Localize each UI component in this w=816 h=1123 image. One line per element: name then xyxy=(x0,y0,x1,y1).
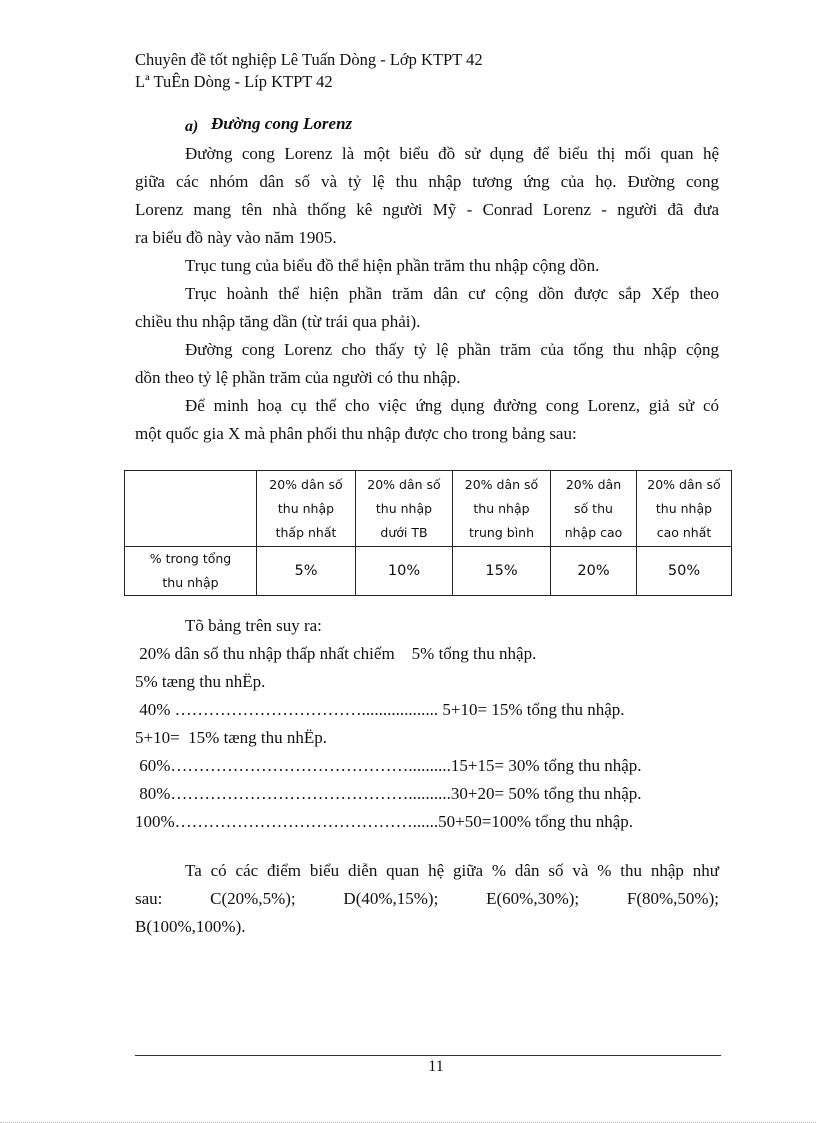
footer-rule xyxy=(135,1055,721,1056)
derivation-line: 60%……………………………………..........15+15= 30% tổng thu nhập. xyxy=(135,756,642,775)
derivation-line: 40% …………………………….................. 5+10= 15% tổng thu nhập. xyxy=(135,700,625,719)
paragraph-line: Trục hoành thể hiện phần trăm dân cư cộng dồn được sắp Xếp theo xyxy=(185,284,719,303)
point-b: B(100%,100%). xyxy=(135,917,246,936)
running-header-garbled: Lª TuÊn Dòng - Líp KTPT 42 xyxy=(135,72,333,91)
conclusion-points xyxy=(135,889,719,909)
paragraph-line: dồn theo tỷ lệ phần trăm của người có thu nhập. xyxy=(135,368,461,387)
table-corner-cell xyxy=(125,471,257,547)
derivation-line: 100%……………………………………......50+50=100% tổng thu nhập. xyxy=(135,812,633,831)
table-cell: 10% xyxy=(356,547,453,596)
point-c: C(20%,5%); xyxy=(210,889,296,908)
paragraph-line: Trục tung của biểu đồ thể hiện phần trăm thu nhập cộng dồn. xyxy=(185,256,600,275)
paragraph-line: ra biểu đồ này vào năm 1905. xyxy=(135,228,337,247)
paragraph-line: giữa các nhóm dân số và tỷ lệ thu nhập tương ứng của họ. Đường cong xyxy=(135,172,719,191)
running-header: Chuyên đề tốt nghiệp Lê Tuấn Dòng - Lớp KTPT 42 xyxy=(135,50,483,69)
table-cell: 20% xyxy=(551,547,637,596)
paragraph-line: Để minh hoạ cụ thể cho việc ứng dụng đường cong Lorenz, giả sử có xyxy=(185,396,719,415)
point-e: E(60%,30%); xyxy=(486,889,580,908)
table-cell: 5% xyxy=(257,547,356,596)
table-header-cell: 20% dân số thu nhập cao xyxy=(551,471,637,547)
section-marker: a) xyxy=(185,118,199,135)
table-row-label: % trong tổng thu nhập xyxy=(125,547,257,596)
table-row xyxy=(125,547,732,596)
page-number: 11 xyxy=(428,1058,444,1075)
table-header-cell: 20% dân số thu nhập thấp nhất xyxy=(257,471,356,547)
table-cell: 50% xyxy=(637,547,732,596)
point-d: D(40%,15%); xyxy=(343,889,439,908)
table-header-row xyxy=(125,471,732,547)
derivation-line: 20% dân số thu nhập thấp nhất chiếm 5% tổng thu nhập. xyxy=(135,644,537,663)
point-f: F(80%,50%); xyxy=(626,889,719,908)
section-title: Đường cong Lorenz xyxy=(211,114,353,133)
conclusion-word: sau: xyxy=(135,889,163,908)
income-distribution-table xyxy=(124,470,732,596)
table-cell: 15% xyxy=(453,547,551,596)
paragraph-line: một quốc gia X mà phân phối thu nhập được cho trong bảng sau: xyxy=(135,424,577,443)
table-header-cell: 20% dân số thu nhập trung bình xyxy=(453,471,551,547)
paragraph-line: chiều thu nhập tăng dần (từ trái qua phải). xyxy=(135,312,421,331)
derivation-intro: Tõ bảng trên suy ra: xyxy=(185,616,322,635)
paragraph-line: Đường cong Lorenz là một biểu đồ sử dụng để biểu thị mối quan hệ xyxy=(185,144,719,163)
derivation-line: 80%……………………………………..........30+20= 50% tổng thu nhập. xyxy=(135,784,642,803)
derivation-line: 5% tæng thu nhËp. xyxy=(135,672,266,691)
table-header-cell: 20% dân số thu nhập cao nhất xyxy=(637,471,732,547)
paragraph-line: Lorenz mang tên nhà thống kê người Mỹ - Conrad Lorenz - người đã đưa xyxy=(135,200,719,219)
paragraph-line: Đường cong Lorenz cho thấy tỷ lệ phần trăm của tổng thu nhập cộng xyxy=(185,340,719,359)
table-header-cell: 20% dân số thu nhập dưới TB xyxy=(356,471,453,547)
derivation-line: 5+10= 15% tæng thu nhËp. xyxy=(135,728,328,747)
conclusion-line: Ta có các điểm biểu diễn quan hệ giữa % dân số và % thu nhập như xyxy=(185,861,719,880)
